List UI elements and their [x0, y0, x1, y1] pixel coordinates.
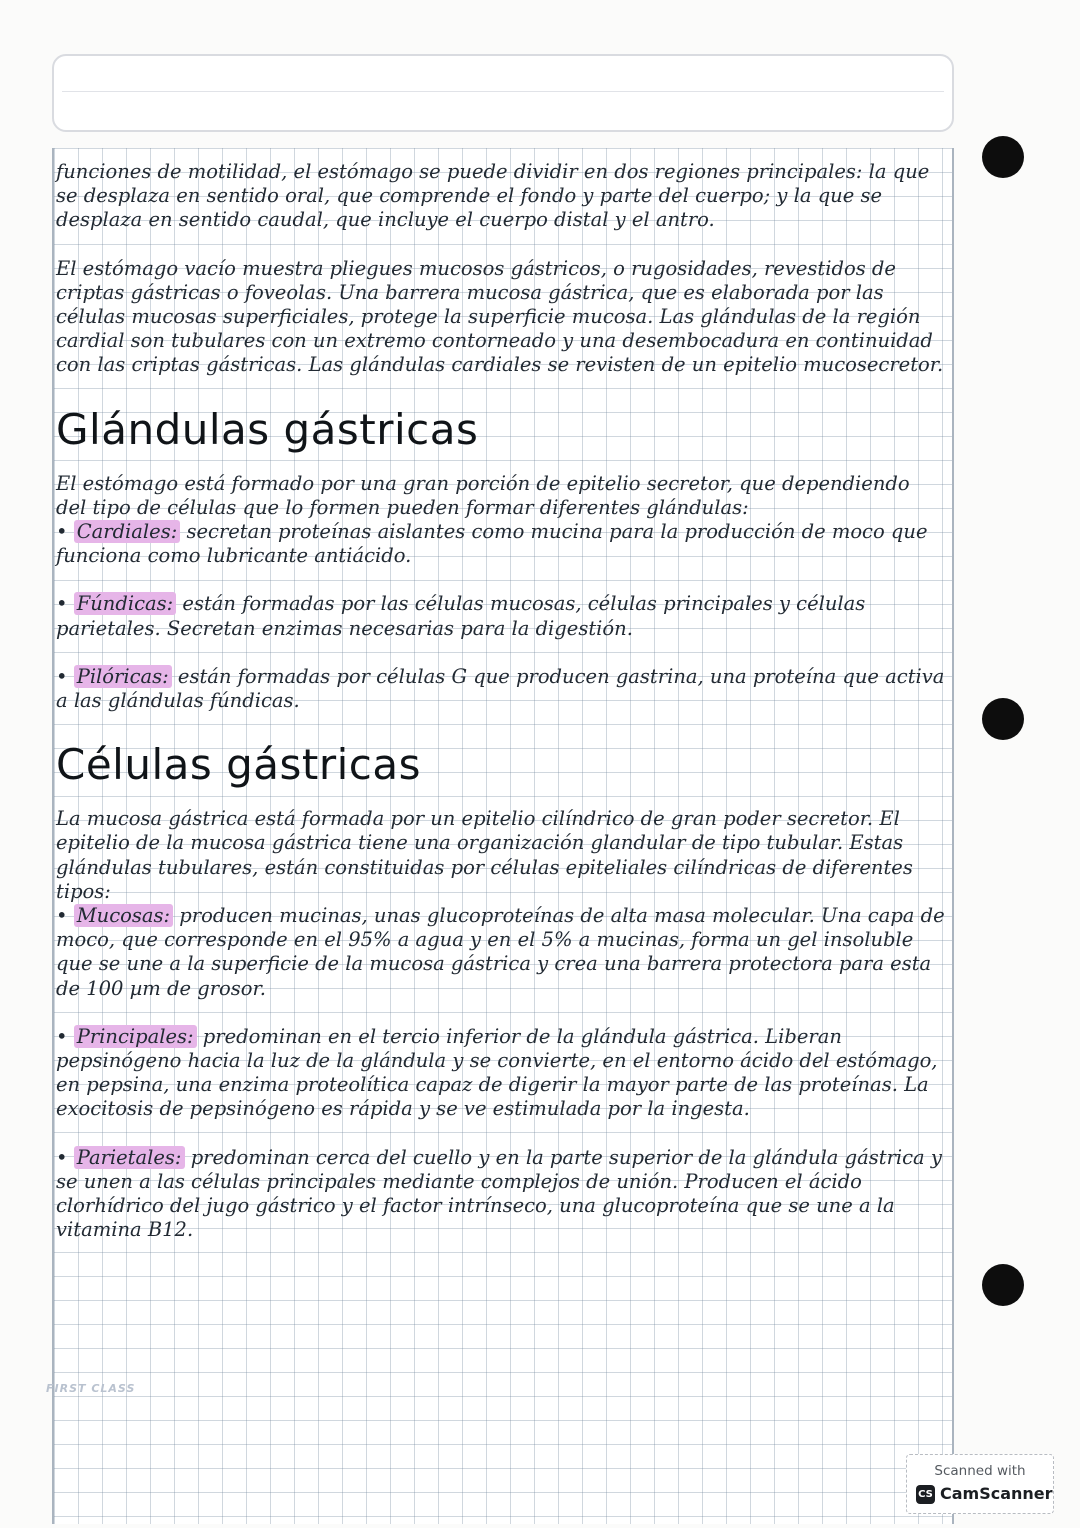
- glandulas-intro: El estómago está formado por una gran porción de epitelio secretor, que dependiendo del tipo de células que lo formen pueden formar diferentes glándulas:: [56, 471, 910, 519]
- page-header-box: [52, 54, 954, 132]
- list-item: • Pilóricas: están formadas por células G que producen gastrina, una proteína que activa a las glándulas fúndicas.: [56, 664, 945, 713]
- term-highlight: Mucosas:: [74, 904, 173, 927]
- term-highlight: Principales:: [74, 1025, 197, 1048]
- term-highlight: Fúndicas:: [74, 592, 177, 615]
- notes-content: [56, 160, 946, 1267]
- intro-paragraph-1: funciones de motilidad, el estómago se puede dividir en dos regiones principales: la que se desplaza en sentido oral, que comprende el fondo y parte del cuerpo; y la que se desplaza en sentido caudal, que incluye el cuerpo distal y el antro.: [56, 160, 930, 232]
- binder-hole-3: [982, 1264, 1024, 1306]
- list-item: • Cardiales: secretan proteínas aislantes como mucina para la producción de moco que funciona como lubricante antiácido.: [56, 520, 928, 568]
- celulas-list: [56, 904, 946, 1242]
- heading-celulas: Células gástricas: [56, 740, 421, 790]
- intro-paragraph-2: El estómago vacío muestra pliegues mucosos gástricos, o rugosidades, revestidos de criptas gástricas o foveolas. Una barrera mucosa gástrica, que es elaborada por las células mucosas superficiales, protege la superficie mucosa. Las glándulas de la región cardial son tubulares con un extremo contorneado y una desembocadura en continuidad con las criptas gástricas. Las glándulas cardiales se revisten de un epitelio mucosecretor.: [56, 256, 944, 377]
- term-highlight: Cardiales:: [74, 520, 181, 543]
- binder-hole-1: [982, 136, 1024, 178]
- list-item: • Principales: predominan en el tercio inferior de la glándula gástrica. Liberan pepsinógeno hacia la luz de la glándula y se convierte, en el entorno ácido del estómago, en pepsina, una enzima proteolítica capaz de digerir la mayor parte de las proteínas. La exocitosis de pepsinógeno es rápida y se ve estimulada por la ingesta.: [56, 1024, 938, 1121]
- list-item: • Parietales: predominan cerca del cuello y en la parte superior de la glándula gástrica y se unen a las células principales mediante complejos de unión. Producen el ácido clorhídrico del jugo gástrico y el factor intrínseco, una glucoproteína que se une a la vitamina B12.: [56, 1145, 942, 1242]
- header-divider: [62, 91, 944, 92]
- list-item: • Mucosas: producen mucinas, unas glucoproteínas de alta masa molecular. Una capa de moco, que corresponde en el 95% a agua y en el 5% a mucinas, forma un gel insoluble que se une a la superficie de la mucosa gástrica y crea una barrera protectora para esta de 100 µm de grosor.: [56, 904, 945, 1000]
- camscanner-badge: [906, 1454, 1054, 1514]
- camscanner-logo-icon: CS: [916, 1485, 935, 1504]
- camscanner-brand: CamScanner: [940, 1484, 1053, 1503]
- celulas-intro: La mucosa gástrica está formada por un epitelio cilíndrico de gran poder secretor. El epitelio de la mucosa gástrica tiene una organización glandular de tipo tubular. Estas glándulas tubulares, están constituidas por células epiteliales cilíndricas de diferentes tipos:: [56, 807, 913, 903]
- scanned-with-label: Scanned with: [934, 1463, 1026, 1479]
- list-item: • Fúndicas: están formadas por las células mucosas, células principales y células parietales. Secretan enzimas necesarias para la digestión.: [56, 592, 866, 640]
- term-highlight: Parietales:: [74, 1146, 185, 1169]
- binder-hole-2: [982, 698, 1024, 740]
- term-highlight: Pilóricas:: [74, 665, 172, 688]
- glandulas-list: [56, 520, 946, 713]
- footer-brand: FIRST CLASS: [46, 1382, 136, 1395]
- heading-glandulas: Glándulas gástricas: [56, 404, 479, 454]
